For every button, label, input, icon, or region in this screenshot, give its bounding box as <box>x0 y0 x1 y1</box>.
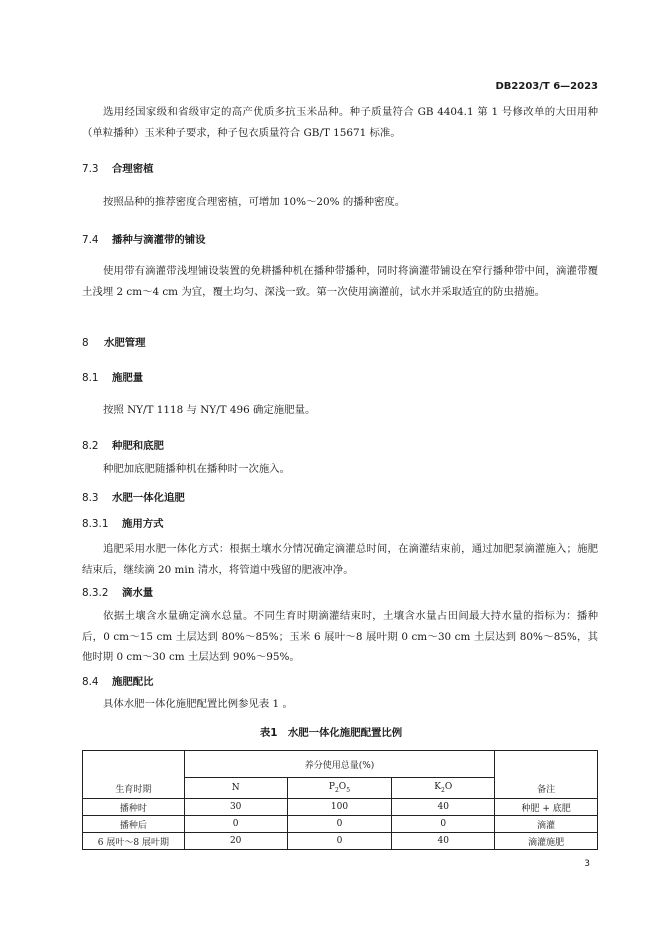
section-title: 滴水量 <box>122 587 154 599</box>
section-7-3-paragraph: 按照品种的推荐密度合理密植，可增加 10%～20% 的播种密度。 <box>103 196 406 208</box>
cell-stage: 播种后 <box>83 816 185 833</box>
header-note: 备注 <box>495 751 598 799</box>
section-title: 水肥一体化追肥 <box>112 492 185 504</box>
section-number: 8.4 <box>82 676 99 688</box>
header-k2o <box>392 778 495 799</box>
section-8-2-heading <box>82 437 164 452</box>
table-row <box>83 799 598 816</box>
cell-note: 种肥 + 底肥 <box>495 799 598 816</box>
section-8-heading <box>82 334 146 349</box>
section-8-3-2-heading <box>82 584 153 599</box>
section-title: 播种与滴灌带的铺设 <box>112 234 206 246</box>
cell-p: 100 <box>287 799 392 816</box>
cell-p: 0 <box>287 816 392 833</box>
header-p2o5-mid: O <box>338 782 347 793</box>
section-7-4-heading <box>82 231 206 246</box>
header-k2o-tail: O <box>444 782 453 793</box>
intro-paragraph: 选用经国家级和省级审定的高产优质多抗玉米品种。种子质量符合 GB 4404.1 第 1 号修改单的大田用种（单粒播种）玉米种子要求，种子包衣质量符合 GB/T 15671 标准。 <box>82 106 598 139</box>
header-p2o5-main: P <box>328 782 335 793</box>
cell-k: 40 <box>392 799 495 816</box>
cell-stage: 播种时 <box>83 799 185 816</box>
cell-stage: 6 展叶～8 展叶期 <box>83 833 185 850</box>
section-8-3-2-paragraph: 依据土壤含水量确定滴水总量。不同生育时期滴灌结束时，土壤含水量占田间最大持水量的指标为：播种后，0 cm～15 cm 土层达到 80%～85%；玉米 6 展叶～8 展叶期 0 cm～30 cm 土层达到 80%～85%，其他时期 0 cm～30 cm 土层达到 90%～95%。 <box>82 610 598 663</box>
section-number: 7.3 <box>82 163 99 175</box>
section-title: 种肥和底肥 <box>112 440 164 452</box>
header-n: N <box>184 778 287 799</box>
header-p2o5-sub1: 2 <box>334 786 339 794</box>
header-p2o5-sub2: 5 <box>346 786 351 794</box>
cell-n: 0 <box>184 816 287 833</box>
section-number: 8.1 <box>82 372 99 384</box>
cell-p: 0 <box>287 833 392 850</box>
header-p2o5 <box>287 778 392 799</box>
section-8-3-1-heading <box>82 515 164 530</box>
cell-k: 0 <box>392 816 495 833</box>
section-8-1-heading <box>82 369 143 384</box>
cell-n: 30 <box>184 799 287 816</box>
header-k2o-main: K <box>434 782 442 793</box>
section-title: 施肥量 <box>112 372 144 384</box>
header-stage: 生育时期 <box>83 751 185 799</box>
section-8-3-1-paragraph: 追肥采用水肥一体化方式：根据土壤水分情况确定滴灌总时间，在滴灌结束前，通过加肥泵滴灌施入；施肥结束后，继续滴 20 min 清水，将管道中残留的肥液冲净。 <box>82 543 598 576</box>
section-8-4-heading <box>82 673 154 688</box>
table-row <box>83 816 598 833</box>
section-title: 施肥配比 <box>112 676 154 688</box>
fertilizer-ratio-table <box>82 750 598 850</box>
section-number: 8.2 <box>82 440 99 452</box>
section-number: 8 <box>82 337 89 349</box>
section-title: 合理密植 <box>112 163 154 175</box>
table-row <box>83 833 598 850</box>
cell-k: 40 <box>392 833 495 850</box>
document-id: DB2203/T 6—2023 <box>495 81 598 92</box>
cell-n: 20 <box>184 833 287 850</box>
section-number: 8.3.2 <box>82 587 109 599</box>
table-caption: 表1 水肥一体化施肥配置比例 <box>259 727 403 739</box>
header-nutrient-group: 养分使用总量(%) <box>184 751 494 778</box>
section-number: 8.3 <box>82 492 99 504</box>
section-7-3-heading <box>82 160 154 175</box>
section-8-4-paragraph: 具体水肥一体化施肥配置比例参见表 1 。 <box>103 698 293 710</box>
section-number: 8.3.1 <box>82 518 109 530</box>
section-8-2-paragraph: 种肥加底肥随播种机在播种时一次施入。 <box>103 463 291 475</box>
section-title: 施用方式 <box>122 518 164 530</box>
section-title: 水肥管理 <box>104 337 146 349</box>
section-8-3-heading <box>82 489 185 504</box>
header-k2o-sub: 2 <box>441 786 445 794</box>
section-7-4-paragraph: 使用带有滴灌带浅埋铺设装置的免耕播种机在播种带播种，同时将滴灌带铺设在窄行播种带中间，滴灌带覆土浅埋 2 cm～4 cm 为宜，覆土均匀、深浅一致。第一次使用滴灌前，试水并采取适宜的防虫措施。 <box>82 265 598 298</box>
section-8-1-paragraph: 按照 NY/T 1118 与 NY/T 496 确定施肥量。 <box>103 404 316 416</box>
cell-note: 滴灌 <box>495 816 598 833</box>
page-number: 3 <box>584 859 590 869</box>
cell-note: 滴灌施肥 <box>495 833 598 850</box>
section-number: 7.4 <box>82 234 99 246</box>
